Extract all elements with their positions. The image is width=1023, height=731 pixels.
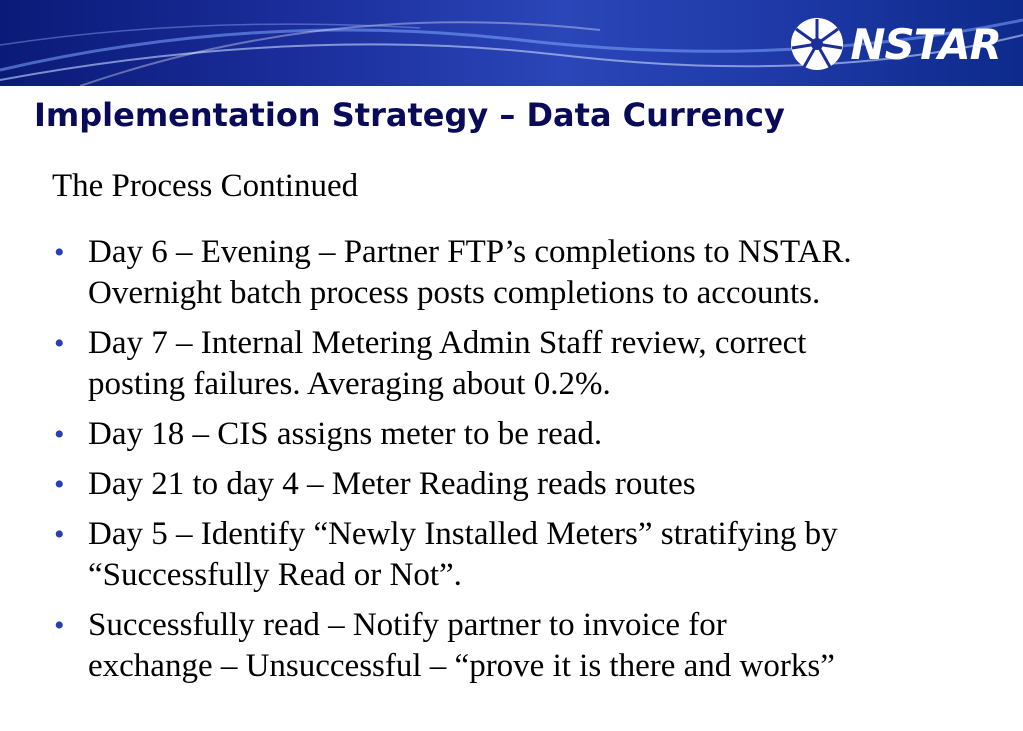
bullet-item: [52, 514, 982, 596]
bullet-icon: •: [54, 418, 65, 451]
bullet-item: [52, 323, 982, 405]
bullet-line: Day 18 – CIS assigns meter to be read.: [88, 416, 603, 452]
bullet-icon: •: [54, 236, 65, 269]
slide-title: Implementation Strategy – Data Currency: [34, 96, 785, 134]
bullet-line: Day 21 to day 4 – Meter Reading reads routes: [88, 466, 696, 502]
bullet-line: exchange – Unsuccessful – “prove it is there and works”: [88, 648, 835, 684]
bullet-icon: •: [54, 327, 65, 360]
nstar-logo: [788, 14, 1001, 74]
bullet-item: [52, 414, 982, 455]
logo-wordmark: NSTAR: [850, 19, 1001, 69]
bullet-icon: •: [54, 609, 65, 642]
bullet-line: Overnight batch process posts completions to accounts.: [88, 275, 821, 311]
bullet-item: [52, 232, 982, 314]
bullet-item: [52, 605, 982, 687]
bullet-icon: •: [54, 518, 65, 551]
slide-subtitle: The Process Continued: [52, 168, 359, 204]
bullet-item: [52, 464, 982, 505]
star-icon: [788, 15, 846, 73]
bullet-line: Day 6 – Evening – Partner FTP’s completions to NSTAR.: [88, 234, 852, 270]
bullet-line: Day 5 – Identify “Newly Installed Meters” stratifying by: [88, 516, 838, 552]
bullet-line: “Successfully Read or Not”.: [88, 557, 462, 593]
bullet-line: Day 7 – Internal Metering Admin Staff review, correct: [88, 325, 807, 361]
bullet-list: [52, 232, 982, 696]
bullet-icon: •: [54, 468, 65, 501]
bullet-line: posting failures. Averaging about 0.2%.: [88, 366, 611, 402]
header-banner: [0, 0, 1023, 86]
bullet-line: Successfully read – Notify partner to invoice for: [88, 607, 727, 643]
